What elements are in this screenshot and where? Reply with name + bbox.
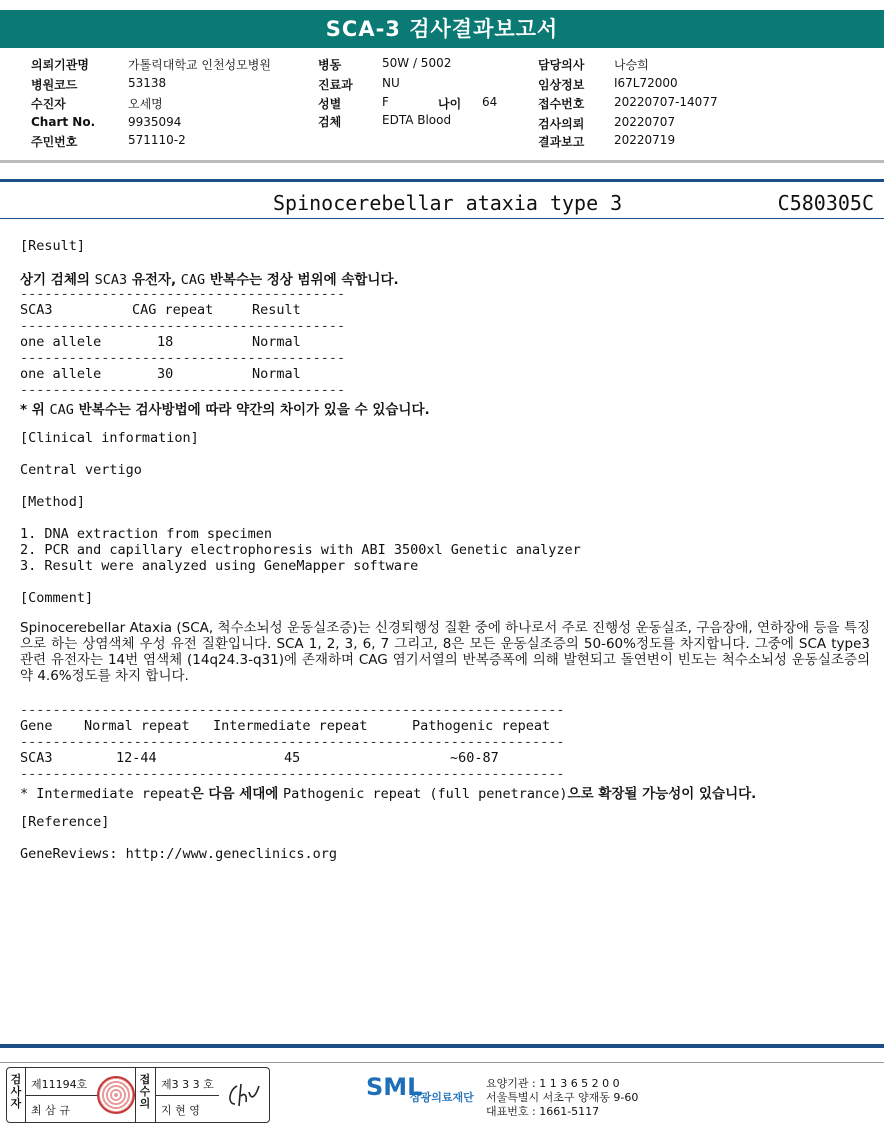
comment-heading: [Comment] bbox=[20, 590, 94, 606]
label-ward: 병동 bbox=[318, 58, 342, 72]
result-row-1-result: Normal bbox=[252, 334, 301, 350]
value-sex: F bbox=[382, 95, 389, 109]
result-col-result: Result bbox=[252, 302, 301, 318]
value-institution: 가톨릭대학교 인천성모병원 bbox=[128, 58, 271, 72]
result-row-2-allele: one allele bbox=[20, 366, 102, 382]
label-sex: 성별 bbox=[318, 97, 342, 111]
value-report-date: 20220719 bbox=[614, 133, 676, 147]
section-rule-top bbox=[0, 179, 884, 182]
header-divider bbox=[0, 160, 884, 163]
gene-row-pathogenic: ~60-87 bbox=[450, 750, 499, 766]
label-doctor: 담당의사 bbox=[538, 58, 585, 72]
label-chart-no: Chart No. bbox=[31, 115, 96, 129]
method-heading: [Method] bbox=[20, 494, 86, 510]
gene-table-divider: ------------------------------------------------------------------- bbox=[20, 702, 565, 718]
gene-row-normal: 12-44 bbox=[116, 750, 157, 766]
patient-header bbox=[0, 52, 884, 162]
gene-row-intermediate: 45 bbox=[284, 750, 301, 766]
label-institution: 의뢰기관명 bbox=[31, 58, 89, 72]
value-specimen: EDTA Blood bbox=[382, 113, 452, 127]
result-heading: [Result] bbox=[20, 238, 86, 254]
value-ward: 50W / 5002 bbox=[382, 56, 452, 70]
label-department: 진료과 bbox=[318, 78, 353, 92]
footer-rule bbox=[0, 1044, 884, 1048]
value-department: NU bbox=[382, 76, 400, 90]
result-note: * 위 CAG 반복수는 검사방법에 따라 약간의 차이가 있을 수 있습니다. bbox=[20, 402, 430, 418]
label-patient: 수진자 bbox=[31, 97, 66, 111]
table-divider: ---------------------------------------- bbox=[20, 382, 346, 398]
gene-col-normal: Normal repeat bbox=[84, 718, 190, 734]
gene-table-divider: ------------------------------------------------------------------- bbox=[20, 734, 565, 750]
sml-logo: SML bbox=[366, 1073, 423, 1101]
result-row-1-allele: one allele bbox=[20, 334, 102, 350]
label-report-date: 결과보고 bbox=[538, 135, 585, 149]
gene-table-divider: ------------------------------------------------------------------- bbox=[20, 766, 565, 782]
result-col-cag: CAG repeat bbox=[132, 302, 214, 318]
signature-image bbox=[225, 1080, 263, 1110]
tester-label: 검사자 bbox=[10, 1073, 22, 1110]
method-step-1: 1. DNA extraction from specimen bbox=[20, 526, 272, 542]
clinical-text: Central vertigo bbox=[20, 462, 142, 478]
receiver-name: 지 현 영 bbox=[161, 1104, 200, 1117]
org-phone: 대표번호 : 1661-5117 bbox=[486, 1105, 600, 1118]
receiver-label: 접수의 bbox=[139, 1073, 151, 1110]
value-receipt-no: 20220707-14077 bbox=[614, 95, 718, 109]
method-step-3: 3. Result were analyzed using GeneMapper software bbox=[20, 558, 419, 574]
value-resident-no: 571110-2 bbox=[128, 133, 186, 147]
comment-paragraph: Spinocerebellar Ataxia (SCA, 척수소뇌성 운동실조증)는 신경퇴행성 질환 중에 하나로서 주로 진행성 운동실조, 구음장애, 연하장애 등을 특징으로 하는 상염색체 우성 유전 질환입니다. SCA 1, 2, 3, 6, 7 그리고, 8은 모든 운동실조증의 50-60%정도를 차지합니다. 그중에 SCA type3 관련 유전자는 14번 염색체 (14q24.3-q31)에 존재하며 CAG 염기서열의 반복증폭에 의해 발현되고 돌연변이 빈도는 척수소뇌성 운동실조증의 약 4.6%정도를 차지 합니다. bbox=[20, 620, 870, 684]
value-request-date: 20220707 bbox=[614, 115, 676, 129]
clinical-heading: [Clinical information] bbox=[20, 430, 199, 446]
label-specimen: 검체 bbox=[318, 115, 342, 129]
org-address: 서울특별시 서초구 양재동 9-60 bbox=[486, 1091, 639, 1104]
result-row-2-repeat: 30 bbox=[157, 366, 174, 382]
label-request-date: 검사의뢰 bbox=[538, 117, 585, 131]
gene-note: * Intermediate repeat은 다음 세대에 Pathogenic repeat (full penetrance)으로 확장될 가능성이 있습니다. bbox=[20, 786, 757, 802]
value-doctor: 나승희 bbox=[614, 58, 649, 72]
footer-divider bbox=[0, 1062, 884, 1063]
value-patient: 오세명 bbox=[128, 97, 163, 111]
value-clinical-info: I67L72000 bbox=[614, 76, 678, 90]
stamp-seal bbox=[97, 1076, 135, 1114]
label-hospital-code: 병원코드 bbox=[31, 78, 78, 92]
test-title: Spinocerebellar ataxia type 3 bbox=[273, 191, 623, 215]
reference-heading: [Reference] bbox=[20, 814, 110, 830]
signature-box bbox=[6, 1067, 270, 1123]
table-divider: ---------------------------------------- bbox=[20, 350, 346, 366]
value-chart-no: 9935094 bbox=[128, 115, 182, 129]
table-divider: ---------------------------------------- bbox=[20, 318, 346, 334]
gene-col-pathogenic: Pathogenic repeat bbox=[412, 718, 551, 734]
result-col-gene: SCA3 bbox=[20, 302, 53, 318]
label-resident-no: 주민번호 bbox=[31, 135, 78, 149]
value-age: 64 bbox=[482, 95, 498, 109]
receiver-license: 제3 3 3 호 bbox=[161, 1078, 214, 1091]
tester-name: 최 삼 규 bbox=[31, 1104, 70, 1117]
tester-license: 제11194호 bbox=[31, 1078, 88, 1091]
gene-row-gene: SCA3 bbox=[20, 750, 53, 766]
org-code: 요양기관 : 1 1 3 6 5 2 0 0 bbox=[486, 1077, 620, 1090]
label-clinical-info: 임상정보 bbox=[538, 78, 585, 92]
value-hospital-code: 53138 bbox=[128, 76, 167, 90]
gene-col-intermediate: Intermediate repeat bbox=[213, 718, 368, 734]
test-code: C580305C bbox=[777, 191, 874, 215]
test-title-bar bbox=[0, 188, 884, 218]
table-divider: ---------------------------------------- bbox=[20, 286, 346, 302]
sml-foundation-name: 삼광의료재단 bbox=[410, 1091, 474, 1104]
label-receipt-no: 접수번호 bbox=[538, 97, 585, 111]
result-summary: 상기 검체의 SCA3 유전자, CAG 반복수는 정상 범위에 속합니다. bbox=[20, 272, 399, 288]
section-rule-bottom bbox=[0, 218, 884, 219]
report-title: SCA-3 검사결과보고서 bbox=[0, 10, 884, 48]
gene-col-gene: Gene bbox=[20, 718, 53, 734]
result-row-1-repeat: 18 bbox=[157, 334, 174, 350]
reference-text: GeneReviews: http://www.geneclinics.org bbox=[20, 846, 337, 862]
label-age: 나이 bbox=[438, 97, 462, 111]
method-step-2: 2. PCR and capillary electrophoresis with ABI 3500xl Genetic analyzer bbox=[20, 542, 581, 558]
result-row-2-result: Normal bbox=[252, 366, 301, 382]
